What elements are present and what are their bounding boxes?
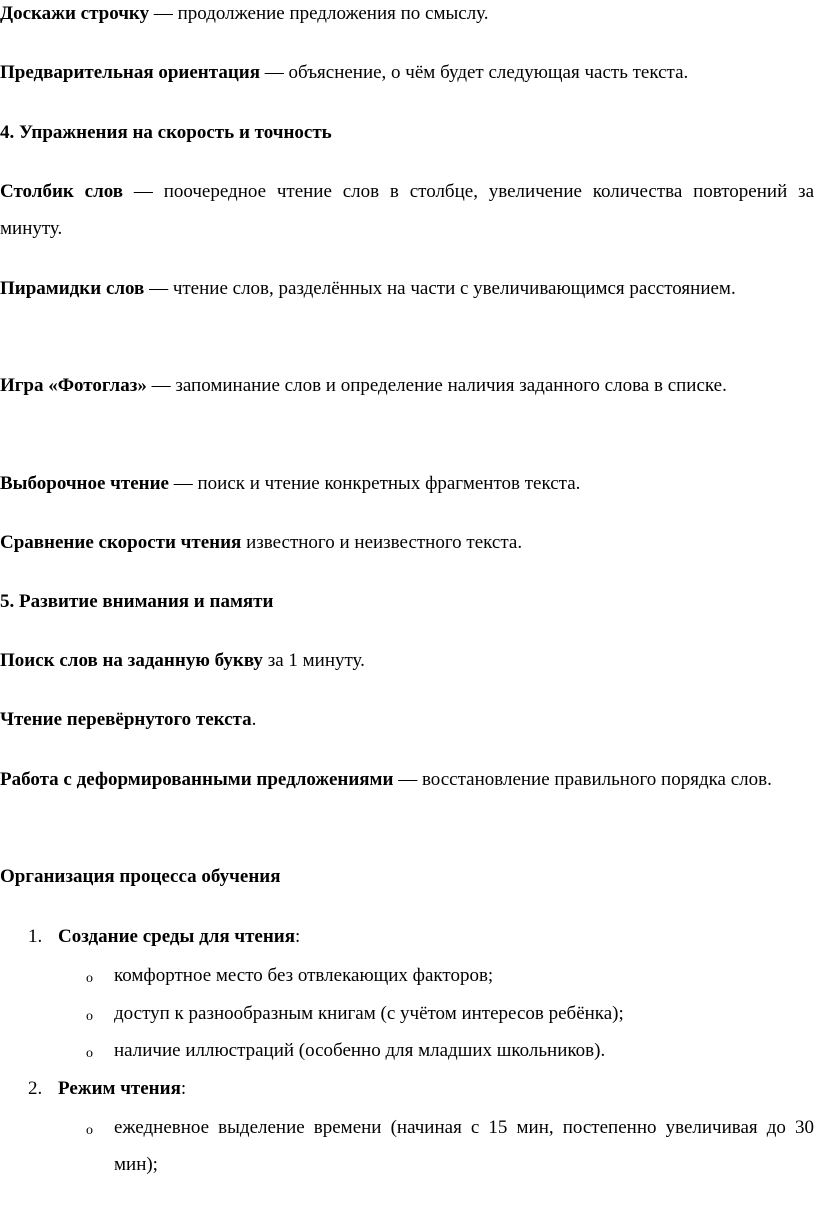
- definition: .: [251, 709, 257, 730]
- list-title-text: Режим чтения: [58, 1078, 181, 1099]
- sub-list-item: ежедневное выделение времени (начиная с 15 мин, постепенно увеличивая до 30 мин);: [114, 1117, 814, 1175]
- paragraph-selective-reading: [0, 465, 814, 502]
- list-title-suffix: :: [295, 926, 301, 947]
- bullet-marker: o: [86, 1123, 93, 1138]
- list-number: 1.: [28, 926, 43, 947]
- paragraph-deformed-sentences: [0, 761, 814, 798]
- paragraph-doskazhi: [0, 0, 814, 32]
- paragraph-orientation: [0, 54, 814, 91]
- term: Столбик слов: [0, 181, 124, 202]
- paragraph-column-words: [0, 173, 814, 247]
- definition: — продолжение предложения по смыслу.: [149, 3, 489, 24]
- list-title: [58, 918, 300, 955]
- paragraph-photoeye: [0, 367, 814, 404]
- term: Чтение перевёрнутого текста: [0, 709, 252, 730]
- term: Предварительная ориентация: [0, 62, 260, 83]
- list-title-suffix: :: [180, 1078, 187, 1099]
- term: Сравнение скорости чтения: [0, 532, 242, 553]
- bullet-marker: o: [86, 1046, 93, 1061]
- term: Поиск слов на заданную букву: [0, 650, 263, 671]
- paragraph-letter-search: [0, 642, 814, 679]
- list-title-text: Создание среды для чтения: [58, 926, 296, 947]
- definition: — поиск и чтение конкретных фрагментов текста.: [169, 473, 581, 494]
- section-heading-speed: 4. Упражнения на скорость и точность: [0, 122, 332, 143]
- paragraph-speed-compare: [0, 524, 814, 561]
- definition: за 1 минуту.: [262, 650, 365, 671]
- paragraph-inverted-text: [0, 701, 814, 738]
- bullet-marker: o: [86, 1009, 93, 1024]
- section-heading-attention: 5. Развитие внимания и памяти: [0, 591, 274, 612]
- list-title: [58, 1070, 186, 1107]
- sub-list-item: наличие иллюстраций (особенно для младших школьников).: [114, 1040, 606, 1061]
- term: Работа с деформированными предложениями: [0, 769, 394, 790]
- section-heading-organization: Организация процесса обучения: [0, 866, 281, 887]
- list-number: 2.: [28, 1078, 43, 1099]
- definition: известного и неизвестного текста.: [241, 532, 523, 553]
- definition: — восстановление правильного порядка слов.: [393, 769, 772, 790]
- definition: — запоминание слов и определение наличия заданного слова в списке.: [146, 375, 727, 396]
- term: Пирамидки слов: [0, 278, 145, 299]
- definition: — объяснение, о чём будет следующая часть текста.: [260, 62, 689, 83]
- sub-list-item: доступ к разнообразным книгам (с учётом интересов ребёнка);: [114, 1003, 624, 1024]
- definition: — чтение слов, разделённых на части с увеличивающимся расстоянием.: [144, 278, 736, 299]
- definition: — поочередное чтение слов в столбце, увеличение количества повторений за минуту.: [0, 181, 814, 239]
- sub-list-item: комфортное место без отвлекающих факторов;: [114, 965, 494, 986]
- term: Выборочное чтение: [0, 473, 169, 494]
- term: Игра «Фотоглаз»: [0, 375, 147, 396]
- term: Доскажи строчку: [0, 3, 150, 24]
- paragraph-pyramids: [0, 270, 814, 307]
- bullet-marker: o: [86, 971, 93, 986]
